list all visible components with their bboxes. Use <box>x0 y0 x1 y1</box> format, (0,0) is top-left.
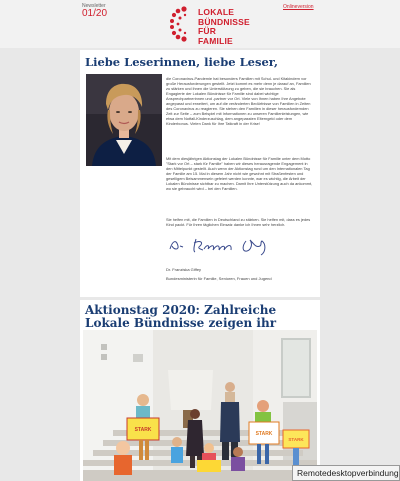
online-version-link[interactable]: Onlineversion <box>283 4 314 10</box>
newsletter-label: Newsletter <box>82 3 106 9</box>
stark-sign-third: STARK <box>288 437 304 442</box>
editorial-paragraph-2: Mit dem diesjährigen Aktionstag der Lokalen Bündnisse für Familie unter dem Motto "Stark vor Ort – stark für Familie" haben wir dieses herausragende Engagement in den Mittelpunkt gestellt. Auch wenn der Aktionstag rund um den Internationalen Tag der Familie am 15. Mai in diesem Jahr nicht wie gewohnt mit Straßenfesten und geselligem Beisammensein gefeiert werden konnte, war es wichtig, die Arbeit der Lokalen Bündnisse sichtbar zu machen. Damit Ihre Unterstützung auch da ankommt, wo sie gebraucht wird – bei den Familien. <box>166 156 313 191</box>
lokale-buendnisse-logo[interactable] <box>168 4 248 44</box>
editorial-paragraph-3: Sie helfen mit, die Familien in Deutschland zu stärken. Sie helfen mit, dass es jedes Kind packt. Für Ihren täglichen Einsatz danke ich Ihnen sehr herzlich. <box>166 217 311 227</box>
aktionstag-article <box>80 300 320 481</box>
stark-sign-right: STARK <box>255 431 273 437</box>
editorial-heading: Liebe Leserinnen, liebe Leser, <box>85 55 278 69</box>
aktionstag-heading: Aktionstag 2020: Zahlreiche Lokale Bündnisse zeigen ihr <box>85 303 277 330</box>
signer-name: Dr. Franziska Giffey <box>166 267 202 272</box>
stark-sign-left: STARK <box>134 427 152 433</box>
minister-portrait <box>86 74 162 166</box>
logo-wordmark: LOKALE BÜNDNISSE FÜR FAMILIE <box>198 7 250 46</box>
editorial-article <box>80 50 320 297</box>
issue-number: 01/20 <box>82 8 108 19</box>
newsletter-header <box>0 0 400 48</box>
aktionstag-photo[interactable] <box>83 330 317 481</box>
logo-dots-icon <box>168 4 198 44</box>
signer-role: Bundesministerin für Familie, Senioren, Frauen und Jugend <box>166 276 272 281</box>
remote-desktop-tooltip: Remotedesktopverbindung <box>292 465 400 481</box>
editorial-paragraph-1: die Coronavirus-Pandemie hat besonders Familien mit Schul- und Kitakindern vor große Herausforderungen gestellt. Jetzt kommt es mehr denn je darauf an, Familien zu stärken und ihnen die Unterstützung zu geben, die sie brauchen. Sie als Engagierte der Lokalen Bündnisse für Familie sind dabei wichtige Ansprechpartnerinnen und -partner vor Ort. Viele von Ihnen haben Ihre Angebote angepasst und erweitert, um auf die veränderten Bedürfnisse von Familien in Zeiten des Coronavirus zu reagieren. Sie stehen den Familien in dieser herausfordernden Zeit zur Seite – zum Beispiel mit Informationen zu unseren Familienleistungen, wie etwa dem Notfall-Kinderzuschlag, dem angepassten Elterngeld oder dem Kinderbonus. Vielen Dank für Ihre Tatkraft in der Krise! <box>166 76 311 126</box>
handwritten-signature <box>166 232 286 256</box>
